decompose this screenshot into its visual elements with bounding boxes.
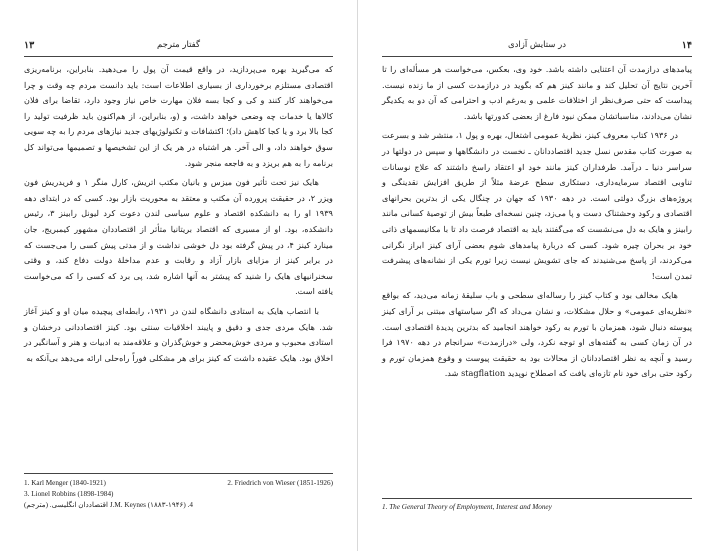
right-page: [358, 0, 716, 551]
paragraph: که می‌گیرید بهره می‌پردازید، در واقع قیمت آن پول را می‌دهید. بنابراین، برنامه‌ریزی اقتصادی مستلزم برخورداری از بسیاری اطلاعات است: باید دانست مردم چه وقت و چرا می‌خواهند کار کنند و کی و کجا بسه فلان مهارت خاص نیاز وجود دارد، تقاضا برای فلان کالاها یا خدمات چه وضعی خواهد داشت، و (و، بنابراین، از هم‌اکنون باید ظرفیت تولید را کجا بالا برد و یا کجا کاهش داد)؛ اکتشافات و تکنولوژیهای جدید نیازهای مردم را به چه سویی سوق خواهند داد، و الی آخر. هر اشتباه در هر یک از این تشخیصها و تصمیمها می‌تواند کل برنامه را به هم بریزد و به فاجعه منجر شود.: [24, 64, 333, 168]
footnote-rule: [382, 498, 692, 499]
running-title: گفتار مترجم: [156, 40, 201, 50]
running-title: در ستایش آزادی: [507, 40, 567, 50]
header-rule: [382, 56, 692, 57]
page-number: ۱۳: [24, 40, 35, 51]
body-text: [382, 62, 692, 386]
page-header: [382, 40, 692, 54]
page-header: [24, 40, 333, 54]
footnote-rule: [24, 473, 333, 474]
footnote-3: 3. Lionel Robbins (1898-1984): [24, 490, 114, 498]
footnotes: [24, 478, 333, 511]
footnote-2: 2. Friedrich von Wieser (1851-1926): [227, 479, 333, 487]
paragraph: با انتصاب هایک به استادی دانشگاه لندن در ۱۹۳۱، رابطه‌ای پیچیده میان او و کینز آغاز شد. هایک مردی جدی و دقیق و پایبند اخلاقیات سنتی بود. کینز اقتصاددانی درخشان و استادی محبوب و مردی خوش‌محضر و خوش‌گذران و علاقه‌مند به ادبیات و هنر و آسانگیر در اخلاق بود. هایک عقیده داشت که کینز برای هر مشکلی فوراً راه‌حلی ارائه می‌دهد بی‌آنکه به: [24, 305, 333, 363]
page-number: ۱۴: [681, 40, 692, 51]
footnote-1: 1. The General Theory of Employment, Interest and Money: [382, 503, 552, 511]
footnote-4: 4. J.M. Keynes (۱۸۸۳-۱۹۴۶) اقتصاددان انگلیسی. (مترجم): [24, 501, 193, 509]
paragraph: پیامدهای درازمدت آن اعتنایی داشته باشد. خود وی، بعکس، می‌خواست هر مسأله‌ای را تا آخرین نتایج آن تحلیل کند و مانند کینز هم که بگوید در درازمدت کسی از ما زنده نیست. پیداست که حتی صرف‌نظر از اختلافات علمی و به‌رغم ادب و احترامی که آن دو به یکدیگر نشان می‌دادند، مناسباتشان ممکن نبود فارغ از بعضی کدورتها باشد.: [382, 64, 692, 121]
footnote-1: 1. Karl Menger (1840-1921): [24, 479, 106, 487]
paragraph: هایک نیز تحت تأثیر فون میزس و بانیان مکتب اتریش، کارل منگر ۱ و فریدریش فون ویزر ۲، در حقیقت پرورده آن مکتب و معتقد به محوریت بازار بود. کسی که در ابتدای دهه ۱۹۳۹ او را به دانشکده اقتصاد و علوم سیاسی لندن دعوت کرد لیونل رابینز ۳، رئیس دانشکده، بود. او از مسیری که اقتصاد بریتانیا متأثر از اقتصاددان مشهور کیمبریج، جان مینارد کینز ۴، در پیش گرفته بود دل خوشی نداشت و از مدتی پیش کسی را می‌جست که در برابر کینز از مزایای بازار آزاد و رقابت و عدم مداخلهٔ دولت دفاع کند، و وقتی سخنرانیهای هایک را شنید که پیشتر به آنها اشاره شد، پی برد که کسی را که می‌خواست یافته است.: [24, 177, 334, 297]
paragraph: در ۱۹۳۶ کتاب معروف کینز، نظریهٔ عمومی اشتغال، بهره و پول ۱، منتشر شد و بسرعت به صورت کتاب مقدس نسل جدید اقتصاددانان ـ نخست در دانشگاهها و سپس در دولتها در سراسر دنیا ـ درآمد. طرفداران کینز مانند خود او اعتقاد راسخ داشتند که علاج نوسانات تناوبی اقتصاد سرمایه‌داری، دستکاری سطح عرضهٔ مثلاً از طریق افزایش نقدینگی و پروژه‌های بزرگ دولتی است. در دهه ۱۹۳۰ که جهان در چنگال یکی از بدترین بحرانهای اقتصادی و رکود وحشتناک دست و پا می‌زد، چنین نسخه‌ای طبعاً بیش از توصیهٔ کسانی مانند رابینز و هایک به دل می‌نشست که می‌گفتند باید به اقتصاد فرصت داد تا با مکانیسمهای ذاتی خود بر بحران چیره شود. کسی که دربارهٔ پیامدهای شوم بعضی آرای کینز ابراز نگرانی می‌کردند، از پاسخ می‌شنیدند که جای تشویش نیست زیرا تورم یکی از نشانه‌های پیشرفت تمدن است!: [382, 130, 692, 281]
paragraph: هایک مخالف بود و کتاب کینز را رساله‌ای سطحی و باب سلیقهٔ زمانه می‌دید، که بواقع «نظریه‌ای عمومی» و حلال مشکلات، و نشان می‌داد که اگر سیاستهای مبتنی بر آرای کینز پیوسته دنبال شود، همزمان با تورم به رکود خواهند انجامید که بدترین پدیدهٔ اقتصادی است. در آن زمان کسی به گفته‌های او توجه نکرد، ولی «درازمدت» سرانجام در دهه ۱۹۷۰ فرا رسید و آنچه به نظر اقتصاددانان از محالات بود به حقیقت پیوست و وقوع همزمان تورم و رکود حتی برای خود نام تازه‌ای یافت که اصطلاح نوپدید stagflation شد.: [382, 290, 693, 379]
header-rule: [24, 56, 333, 57]
body-text: [24, 62, 333, 370]
